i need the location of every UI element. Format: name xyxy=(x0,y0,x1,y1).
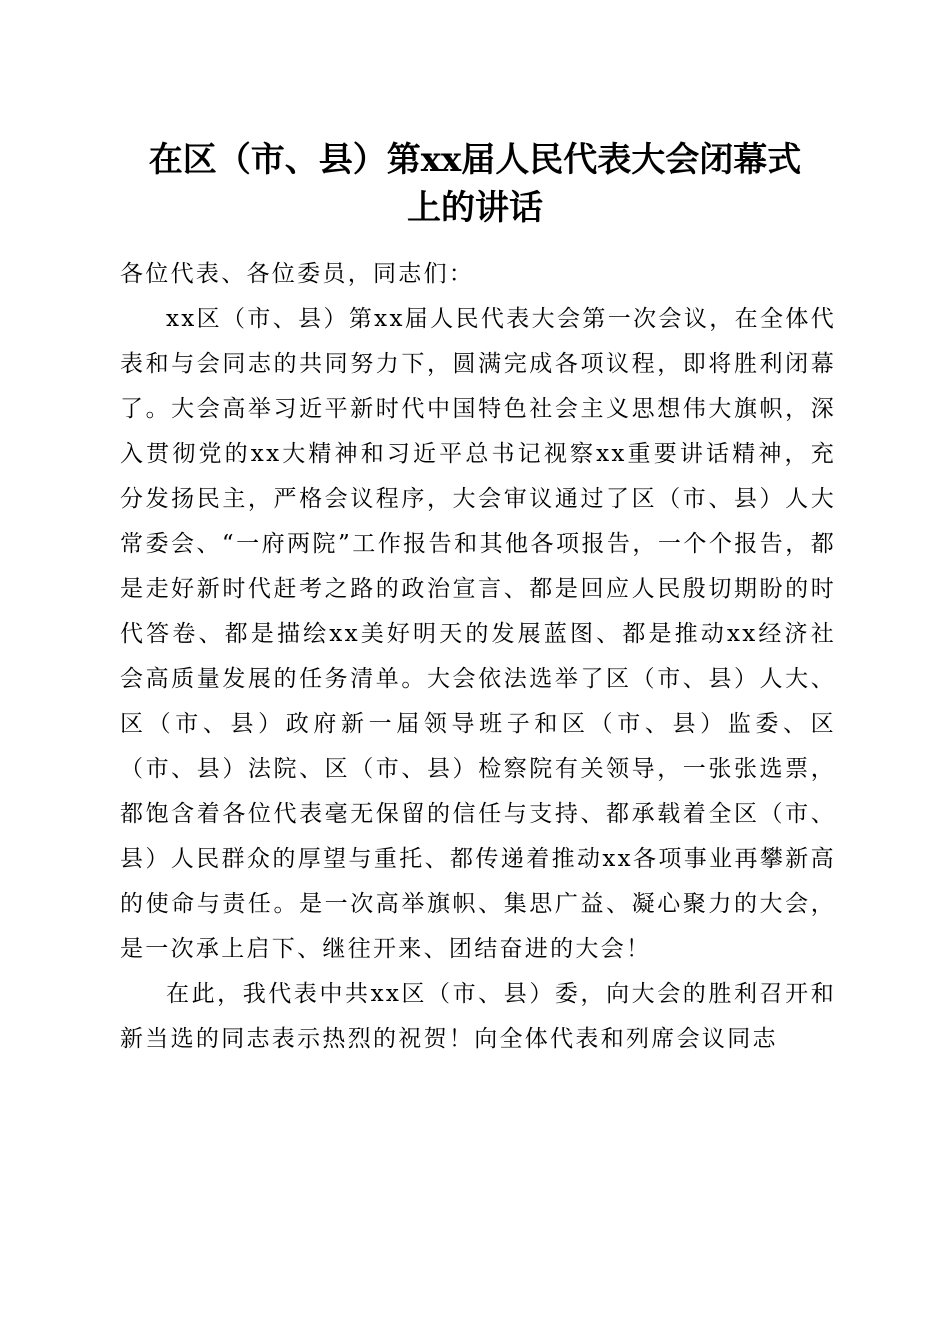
title-line-1: 在区（市、县）第xx届人民代表大会闭幕式 xyxy=(148,140,802,180)
salutation: 各位代表、各位委员，同志们： xyxy=(120,261,475,287)
paragraph-2: 在此，我代表中共xx区（市、县）委，向大会的胜利召开和新当选的同志表示热烈的祝贺！向全体代表和列席会议同志 xyxy=(120,981,836,1052)
document-title xyxy=(110,136,840,232)
title-line-2: 上的讲话 xyxy=(407,188,543,228)
document-body xyxy=(120,252,836,1062)
paragraph-1: xx区（市、县）第xx届人民代表大会第一次会议，在全体代表和与会同志的共同努力下，圆满完成各项议程，即将胜利闭幕了。大会高举习近平新时代中国特色社会主义思想伟大旗帜，深入贯彻党的xx大精神和习近平总书记视察xx重要讲话精神，充分发扬民主，严格会议程序，大会审议通过了区（市、县）人大常委会、“一府两院”工作报告和其他各项报告，一个个报告，都是走好新时代赶考之路的政治宣言、都是回应人民殷切期盼的时代答卷、都是描绘xx美好明天的发展蓝图、都是推动xx经济社会高质量发展的任务清单。大会依法选举了区（市、县）人大、区（市、县）政府新一届领导班子和区（市、县）监委、区（市、县）法院、区（市、县）检察院有关领导，一张张选票，都饱含着各位代表毫无保留的信任与支持、都承载着全区（市、县）人民群众的厚望与重托、都传递着推动xx各项事业再攀新高的使命与责任。是一次高举旗帜、集思广益、凝心聚力的大会，是一次承上启下、继往开来、团结奋进的大会！ xyxy=(120,306,836,962)
